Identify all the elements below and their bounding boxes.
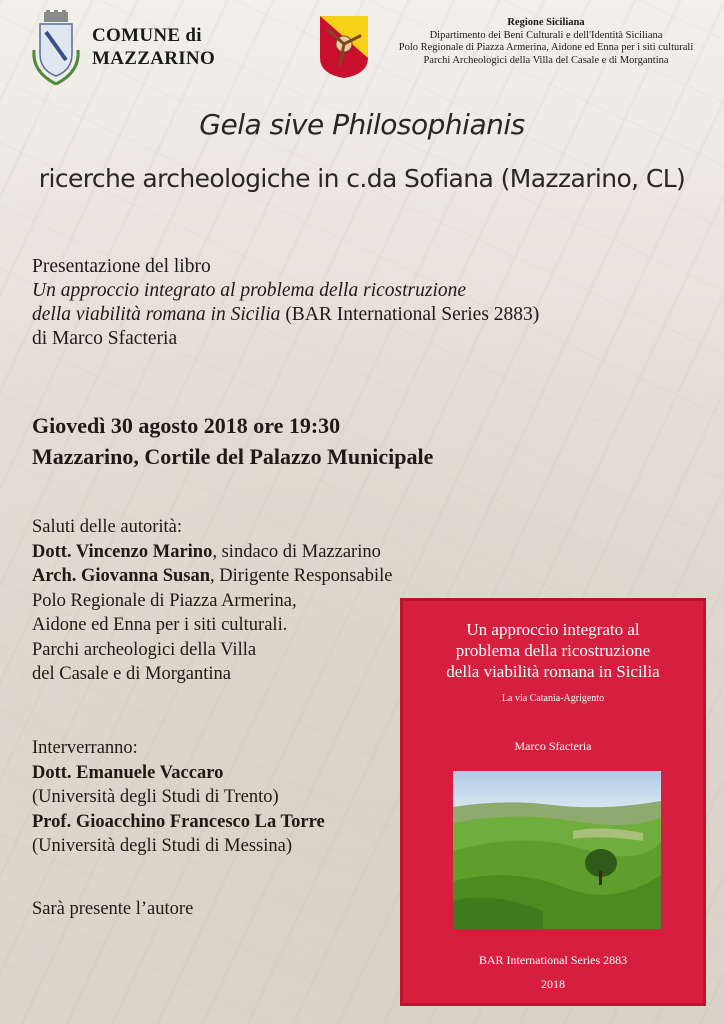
event-place: Mazzarino, Cortile del Palazzo Municipale (32, 444, 434, 469)
event-date: Giovedì 30 agosto 2018 ore 19:30 (32, 413, 341, 438)
main-title: Gela sive Philosophianis (199, 108, 525, 141)
cover-series: BAR International Series 2883 (478, 953, 628, 967)
presentation-intro: Presentazione del libro (32, 256, 211, 277)
book-title-part: della viabilità romana in Sicilia (32, 304, 281, 325)
speaker-name: Dott. Emanuele Vaccaro (32, 762, 224, 783)
greetings-heading: Saluti delle autorità: (32, 517, 183, 537)
book-presentation (32, 255, 539, 351)
greeting-detail: Polo Regionale di Piazza Armerina, (32, 590, 297, 611)
mazzarino-crest-logo (28, 10, 84, 88)
speakers-heading: Interverranno: (32, 738, 138, 758)
cover-subtitle: La via Catania-Agrigento (501, 693, 605, 704)
regione-siciliana-logo (318, 14, 370, 80)
comune-name (92, 24, 215, 70)
greeting-detail: Parchi archeologici della Villa (32, 639, 257, 660)
regione-line: Parchi Archeologici della Villa del Casale e di Morgantina (423, 54, 669, 66)
regione-line: Dipartimento dei Beni Culturali e dell'Identità Siciliana (429, 29, 663, 41)
book-title-line2 (32, 303, 539, 327)
cover-author: Marco Sfacteria (514, 739, 592, 753)
greeting-person: Dott. Vincenzo Marino, sindaco di Mazzarino (32, 541, 381, 562)
cover-title: Un approccio integrato al problema della ricostruzione della viabilità romana in Sicilia (446, 620, 660, 681)
main-subtitle: ricerche archeologiche in c.da Sofiana (Mazzarino, CL) (38, 164, 686, 193)
speaker-affiliation: (Università degli Studi di Messina) (32, 836, 292, 856)
event-info (32, 410, 433, 472)
regione-line: Regione Siciliana (507, 17, 585, 28)
greeting-detail: del Casale e di Morgantina (32, 664, 231, 684)
cover-landscape-photo (453, 771, 661, 929)
book-title-line1: Un approccio integrato al problema della ricostruzione (32, 280, 467, 301)
closing-note: Sarà presente l’autore (32, 899, 194, 919)
regione-line: Polo Regionale di Piazza Armerina, Aidone ed Enna per i siti culturali (398, 42, 694, 53)
greetings-section (32, 515, 392, 687)
speaker-name: Prof. Gioacchino Francesco La Torre (32, 811, 325, 832)
book-series: (BAR International Series 2883) (280, 304, 540, 325)
comune-line2: MAZZARINO (92, 48, 216, 69)
book-author: di Marco Sfacteria (32, 328, 178, 349)
greeting-detail: Aidone ed Enna per i siti culturali. (32, 615, 288, 635)
greeting-person: Arch. Giovanna Susan, Dirigente Responsabile (32, 566, 393, 586)
comune-line1: COMUNE di (92, 25, 202, 46)
speaker-affiliation: (Università degli Studi di Trento) (32, 787, 279, 807)
book-cover (400, 598, 706, 1006)
regione-siciliana-text (376, 17, 716, 67)
speakers-section (32, 736, 325, 859)
cover-year: 2018 (541, 977, 565, 991)
